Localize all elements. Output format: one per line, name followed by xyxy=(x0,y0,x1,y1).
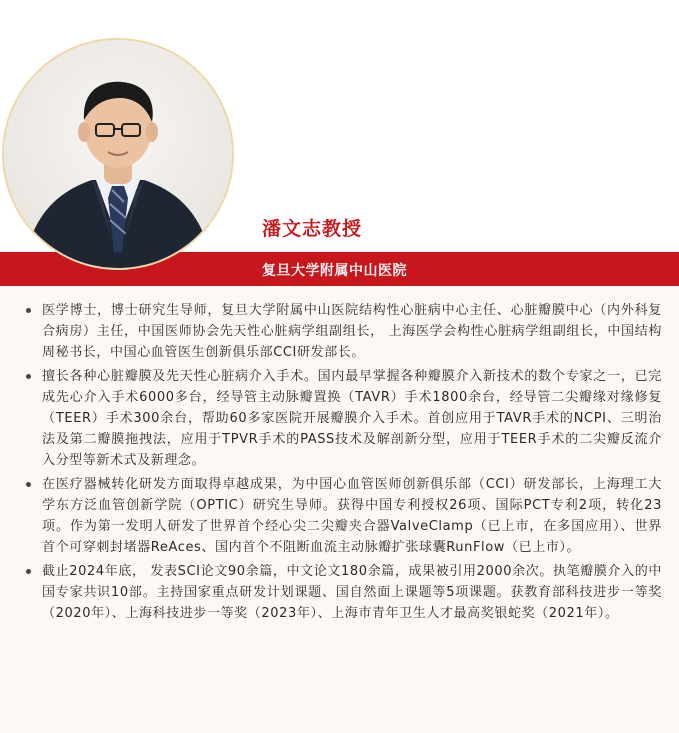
portrait-photo xyxy=(2,38,234,270)
bio-item-text: 截止2024年底， 发表SCI论文90余篇，中文论文180余篇，成果被引用2000余次。执笔瓣膜介入的中国专家共识10部。主持国家重点研发计划课题、国自然面上课题等5项课题。获教育部科技进步一等奖（2020年）、上海科技进步一等奖（2023年）、上海市青年卫生人才最高奖银蛇奖（2021年）。 xyxy=(42,564,662,621)
bullet-dot-icon xyxy=(26,374,31,379)
bio-item-degree xyxy=(22,300,662,363)
bullet-dot-icon xyxy=(26,482,31,487)
bio-item-publications xyxy=(22,561,662,624)
bullet-dot-icon xyxy=(26,308,31,313)
bio-section xyxy=(0,286,679,733)
bio-item-text: 医学博士，博士研究生导师，复旦大学附属中山医院结构性心脏病中心主任、心脏瓣膜中心（内外科复合病房）主任，中国医师协会先天性心脏病学组副组长， 上海医学会构性心脏病学组副组长，中国结构周秘书长，中国心血管医生创新俱乐部CCI研发部长。 xyxy=(42,303,662,360)
bullet-dot-icon xyxy=(26,569,31,574)
bio-list xyxy=(22,300,662,627)
bio-item-text: 在医疗器械转化研发方面取得卓越成果，为中国心血管医师创新俱乐部（CCI）研发部长，上海理工大学东方泛血管创新学院（OPTIC）研究生导师。获得中国专利授权26项、国际PCT专利2项，转化23项。作为第一发明人研发了世界首个经心尖二尖瓣夹合器ValveClamp（已上市，在多国应用）、世界首个可穿刺封堵器ReAces、国内首个不阻断血流主动脉瓣扩张球囊RunFlow（已上市）。 xyxy=(42,477,662,555)
bio-item-text: 擅长各种心脏瓣膜及先天性心脏病介入手术。国内最早掌握各种瓣膜介入新技术的数个专家之一，已完成先心介入手术6000多台，经导管主动脉瓣置换（TAVR）手术1800余台，经导管二尖瓣缘对缘修复（TEER）手术300余台，帮助60多家医院开展瓣膜介入手术。首创应用于TAVR手术的NCPI、三明治法及第二瓣膜拖拽法，应用于TPVR手术的PASS技术及解剖新分型，应用于TEER手术的二尖瓣反流介入分型等新术式及新理念。 xyxy=(42,369,662,468)
affiliation-text: 复旦大学附属中山医院 xyxy=(262,263,407,279)
bio-item-innovation xyxy=(22,474,662,558)
bio-item-expertise xyxy=(22,366,662,471)
doctor-name: 潘文志教授 xyxy=(262,218,363,240)
